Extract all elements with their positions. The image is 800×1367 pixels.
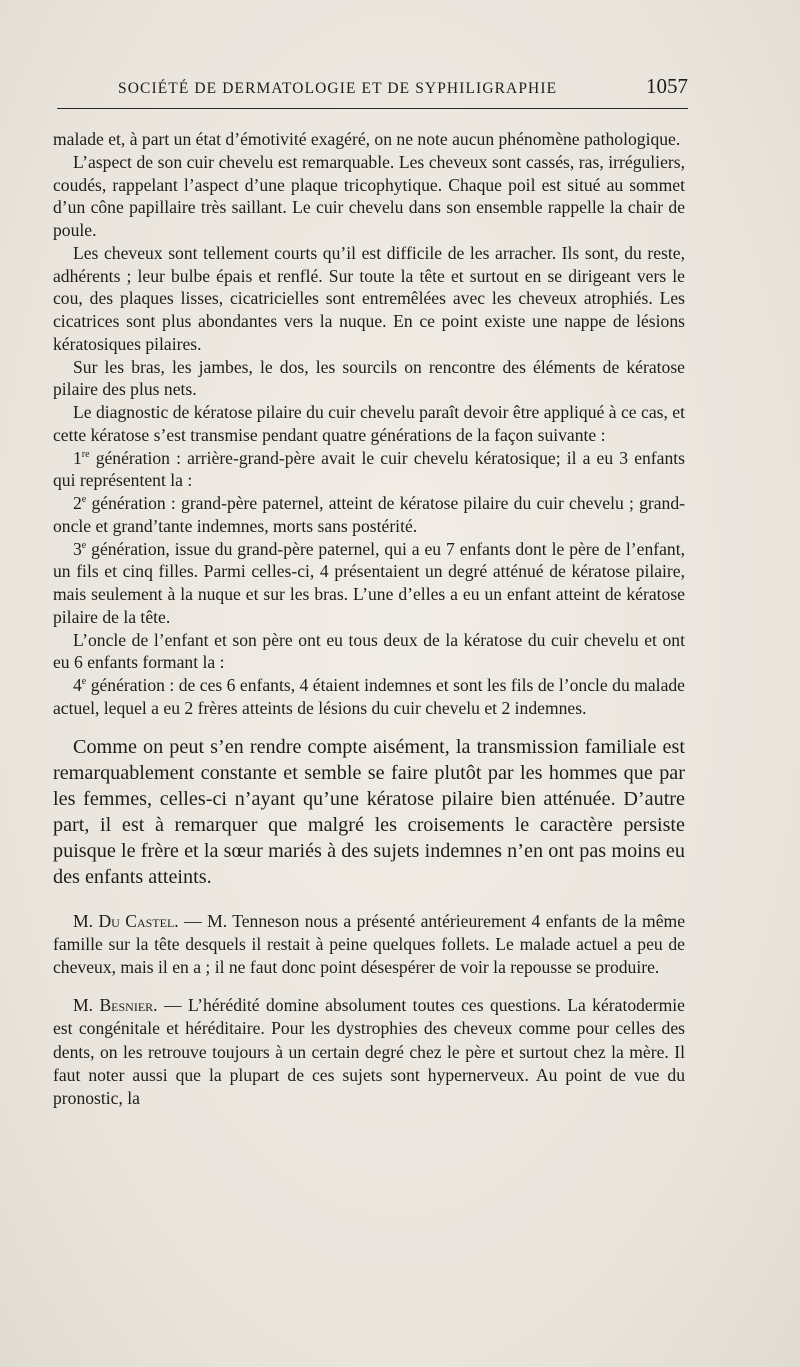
castel-remark bbox=[53, 910, 685, 980]
generation-1 bbox=[53, 447, 685, 493]
ordinal-suffix: e bbox=[81, 539, 87, 551]
conclusion-paragraph: Comme on peut s’en rendre compte aisément, la transmission familiale est remarquablement constante et semble se faire plutôt par les hommes que par les femmes, celles-ci n’ayant qu’une kératose pilaire bien atténuée. D’autre part, il est à remarquer que malgré les croisements le caractère persiste puisque le frère et la sœur mariés à des sujets indemnes n’en ont pas moins eu des enfants atteints. bbox=[53, 735, 685, 888]
generation-2 bbox=[53, 492, 685, 538]
generation-number: 2 bbox=[73, 493, 82, 513]
speaker-prefix: M. bbox=[73, 994, 100, 1015]
paragraph: Les cheveux sont tellement courts qu’il est difficile de les arracher. Ils sont, du reste, adhérents ; leur bulbe épais et renflé. Sur toute la tête et surtout en se dirigeant vers le cou, des plaques lisses, cicatricielles sont entremêlées avec les cheveux atrophiés. Les cicatrices sont plus abondantes vers la nuque. En ce point existe une nappe de lésions kératosiques pilaires. bbox=[53, 242, 685, 354]
generation-3 bbox=[53, 538, 685, 629]
generation-text: génération : grand-père paternel, atteint de kératose pilaire du cuir chevelu ; grand-oncle et grand’tante indemnes, morts sans postérité. bbox=[53, 493, 685, 536]
paragraph: Le diagnostic de kératose pilaire du cuir chevelu paraît devoir être appliqué à ce cas, et cette kératose s’est transmise pendant quatre générations de la façon suivante : bbox=[53, 402, 685, 445]
paragraph: L’aspect de son cuir chevelu est remarquable. Les cheveux sont cassés, ras, irréguliers, coudés, rappelant l’aspect d’une plaque tricophytique. Chaque poil est situé au sommet d’un cône papillaire très saillant. Le cuir chevelu dans son ensemble rappelle la chair de poule. bbox=[53, 151, 685, 240]
header-rule bbox=[57, 108, 688, 109]
paragraph: Sur les bras, les jambes, le dos, les sourcils on rencontre des éléments de kératose pilaire des plus nets. bbox=[53, 356, 685, 400]
generation-number: 3 bbox=[73, 538, 82, 559]
remark-text: — M. Tenneson nous a présenté antérieurement 4 enfants de la même famille sur la tête desquels il restait à peine quelques follets. Le malade actuel a peu de cheveux, mais il en a ; il ne faut donc point désespérer de voir la repousse se produire. bbox=[53, 910, 685, 978]
paragraph: L’oncle de l’enfant et son père ont eu tous deux de la kératose du cuir chevelu et ont eu 6 enfants formant la : bbox=[53, 629, 685, 673]
generation-number: 1 bbox=[73, 447, 82, 468]
ordinal-suffix: e bbox=[81, 494, 87, 506]
generation-text: génération : arrière-grand-père avait le cuir chevelu kératosique; il a eu 3 enfants qui représentent la : bbox=[53, 447, 685, 491]
page-header bbox=[118, 74, 688, 99]
ordinal-suffix: re bbox=[81, 448, 90, 460]
generation-text: génération, issue du grand-père paternel, qui a eu 7 enfants dont le père de l’enfant, un fils et cinq filles. Parmi celles-ci, 4 présentaient un degré atténué de kératose pilaire, mais seulement à la nuque et sur les bras. L’une d’elles a eu un enfant atteint de kératose pilaire de la tête. bbox=[53, 538, 685, 627]
body-text bbox=[53, 128, 685, 1111]
speaker-name: Besnier. bbox=[99, 994, 158, 1015]
speaker-name: Du Castel. bbox=[98, 910, 179, 931]
running-head: SOCIÉTÉ DE DERMATOLOGIE ET DE SYPHILIGRAPHIE bbox=[118, 80, 558, 97]
paragraph: malade et, à part un état d’émotivité exagéré, on ne note aucun phénomène pathologique. bbox=[53, 129, 681, 149]
generation-text: génération : de ces 6 enfants, 4 étaient indemnes et sont les fils de l’oncle du malade actuel, lequel a eu 2 frères atteints de lésions du cuir chevelu et 2 indemnes. bbox=[53, 675, 685, 718]
generation-4 bbox=[53, 674, 685, 720]
besnier-remark bbox=[53, 994, 685, 1111]
remark-text: — L’hérédité domine absolument toutes ces questions. La kératodermie est congénitale et héréditaire. Pour les dystrophies des cheveux comme pour celles des dents, on les retrouve toujours à un certain degré chez le père et surtout chez la mère. Il faut noter aussi que la plupart de ces sujets sont hypernerveux. Au point de vue du pronostic, la bbox=[53, 994, 685, 1109]
page-number: 1057 bbox=[646, 74, 688, 98]
conclusion-block bbox=[53, 734, 685, 890]
speaker-prefix: M. bbox=[73, 910, 99, 931]
generation-number: 4 bbox=[73, 675, 82, 695]
discussion-block bbox=[53, 910, 685, 1111]
ordinal-suffix: e bbox=[81, 676, 87, 688]
